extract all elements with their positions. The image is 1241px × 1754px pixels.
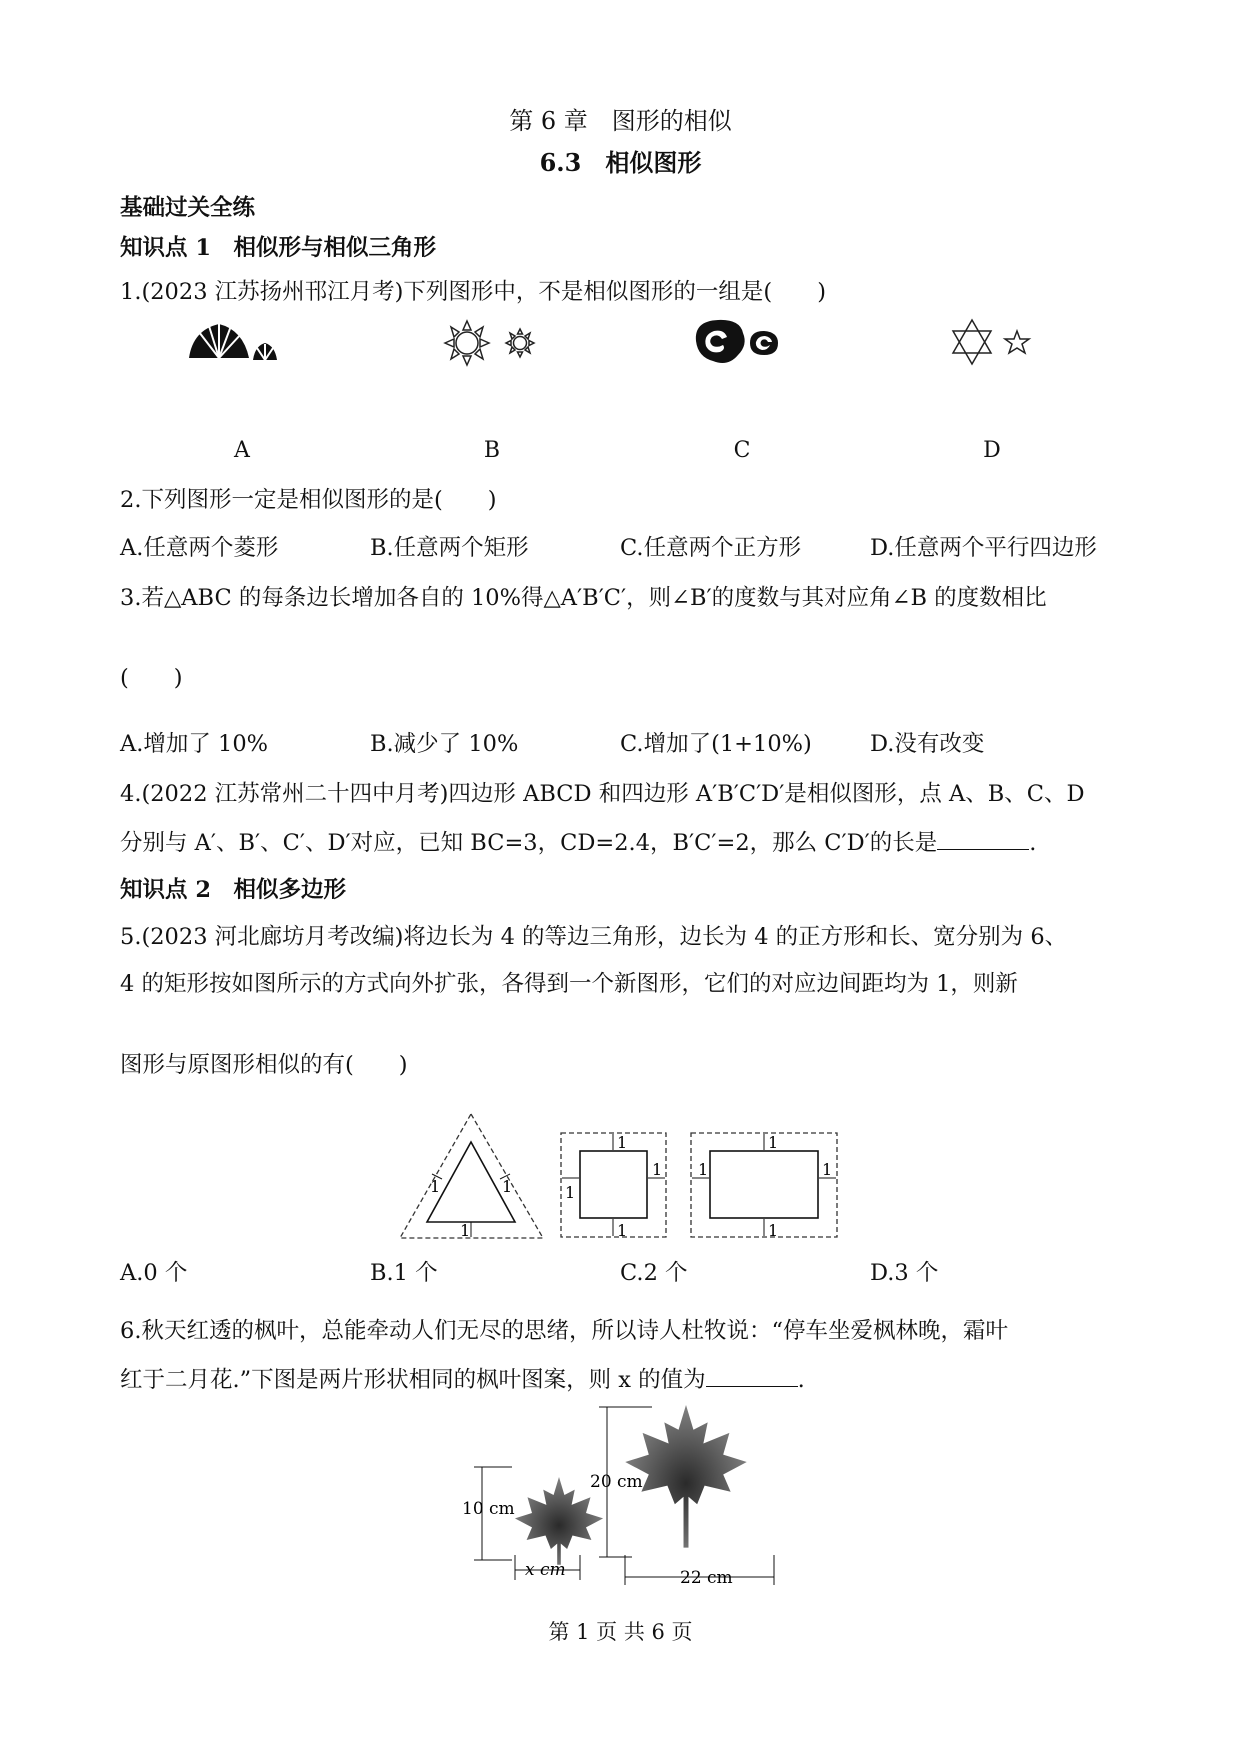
q5-option-a: A.0 个	[120, 1260, 188, 1286]
q5-option-c: C.2 个	[620, 1260, 688, 1286]
large-leaf-height-label: 20 cm	[590, 1472, 643, 1492]
triangle-gap-label-right: 1	[502, 1177, 513, 1196]
q3-option-b: B.减少了 10%	[370, 731, 519, 757]
answer-blank-q6[interactable]	[706, 1364, 798, 1387]
question-4-line-1: 4.(2022 江苏常州二十四中月考)四边形 ABCD 和四边形 A′B′C′D′是相似图形，点 A、B、C、D	[120, 781, 1085, 807]
page-footer: 第 1 页 共 6 页	[548, 1620, 693, 1644]
question-5-line-2: 4 的矩形按如图所示的方式向外扩张，各得到一个新图形，它们的对应边间距均为 1，则新	[120, 971, 1018, 997]
square-gap-label-top: 1	[617, 1133, 628, 1152]
cloud-shapes-figure	[688, 315, 798, 370]
rectangle-gap-label-right: 1	[822, 1160, 833, 1179]
rectangle-expansion-figure	[688, 1130, 840, 1240]
question-6-line-1: 6.秋天红透的枫叶，总能牵动人们无尽的思绪，所以诗人杜牧说：“停车坐爱枫林晚，霜叶	[120, 1318, 1008, 1344]
maple-leaf-figure	[462, 1405, 792, 1590]
question-6-end: .	[797, 1367, 805, 1393]
question-3-line-2: ( )	[120, 665, 183, 691]
question-6-text: 红于二月花.”下图是两片形状相同的枫叶图案，则 x 的值为	[120, 1367, 706, 1393]
question-3-line-1: 3.若△ABC 的每条边长增加各自的 10%得△A′B′C′，则∠B′的度数与其对应角∠B 的度数相比	[120, 585, 1047, 611]
section-title: 6.3 相似图形	[539, 148, 702, 177]
q2-option-c: C.任意两个正方形	[620, 535, 802, 561]
triangle-gap-label-left: 1	[430, 1177, 441, 1196]
figure-label-b: B	[483, 438, 501, 463]
question-5-line-3: 图形与原图形相似的有( )	[120, 1052, 408, 1078]
question-5-line-1: 5.(2023 河北廊坊月考改编)将边长为 4 的等边三角形，边长为 4 的正方形和长、宽分别为 6、	[120, 924, 1068, 950]
q3-option-a: A.增加了 10%	[120, 731, 269, 757]
question-1: 1.(2023 江苏扬州邗江月考)下列图形中，不是相似图形的一组是( )	[120, 279, 826, 305]
figure-label-a: A	[234, 438, 250, 463]
question-4-text: 分别与 A′、B′、C′、D′对应，已知 BC=3，CD=2.4，B′C′=2，那么 C′D′的长是	[120, 830, 938, 856]
chapter-title: 第 6 章 图形的相似	[509, 107, 732, 135]
figure-label-d: D	[983, 438, 1001, 463]
shell-shapes-figure	[185, 318, 285, 368]
answer-blank-q4[interactable]	[937, 827, 1029, 850]
q3-option-d: D.没有改变	[870, 731, 985, 757]
square-gap-label-bottom: 1	[617, 1221, 628, 1240]
rectangle-gap-label-bottom: 1	[768, 1221, 779, 1240]
large-maple-leaf	[625, 1405, 747, 1548]
triangle-gap-label-bottom: 1	[460, 1221, 471, 1240]
q5-option-b: B.1 个	[370, 1260, 438, 1286]
square-gap-label-left: 1	[565, 1183, 576, 1202]
small-leaf-height-label: 10 cm	[462, 1499, 515, 1519]
figure-label-c: C	[733, 438, 751, 463]
small-leaf-width-label: x cm	[525, 1560, 566, 1580]
rectangle-gap-label-top: 1	[768, 1133, 779, 1152]
q2-option-b: B.任意两个矩形	[370, 535, 529, 561]
square-expansion-figure	[558, 1130, 670, 1240]
sun-shapes-figure	[440, 318, 540, 368]
q2-option-d: D.任意两个平行四边形	[870, 535, 1097, 561]
knowledge-point-2: 知识点 2 相似多边形	[120, 877, 346, 903]
heading-basic: 基础过关全练	[120, 195, 256, 221]
knowledge-point-1: 知识点 1 相似形与相似三角形	[120, 235, 436, 261]
q5-option-d: D.3 个	[870, 1260, 939, 1286]
q2-option-a: A.任意两个菱形	[120, 535, 279, 561]
star-shapes-figure	[950, 318, 1040, 368]
question-4-end: .	[1029, 830, 1037, 856]
square-gap-label-right: 1	[652, 1160, 663, 1179]
triangle-expansion-figure	[398, 1110, 548, 1250]
large-leaf-width-label: 22 cm	[680, 1568, 733, 1588]
rectangle-gap-label-left: 1	[698, 1160, 709, 1179]
q3-option-c: C.增加了(1+10%)	[620, 731, 812, 757]
question-2: 2.下列图形一定是相似图形的是( )	[120, 487, 497, 513]
question-6-line-2	[120, 1364, 805, 1395]
question-4-line-2	[120, 827, 1036, 858]
